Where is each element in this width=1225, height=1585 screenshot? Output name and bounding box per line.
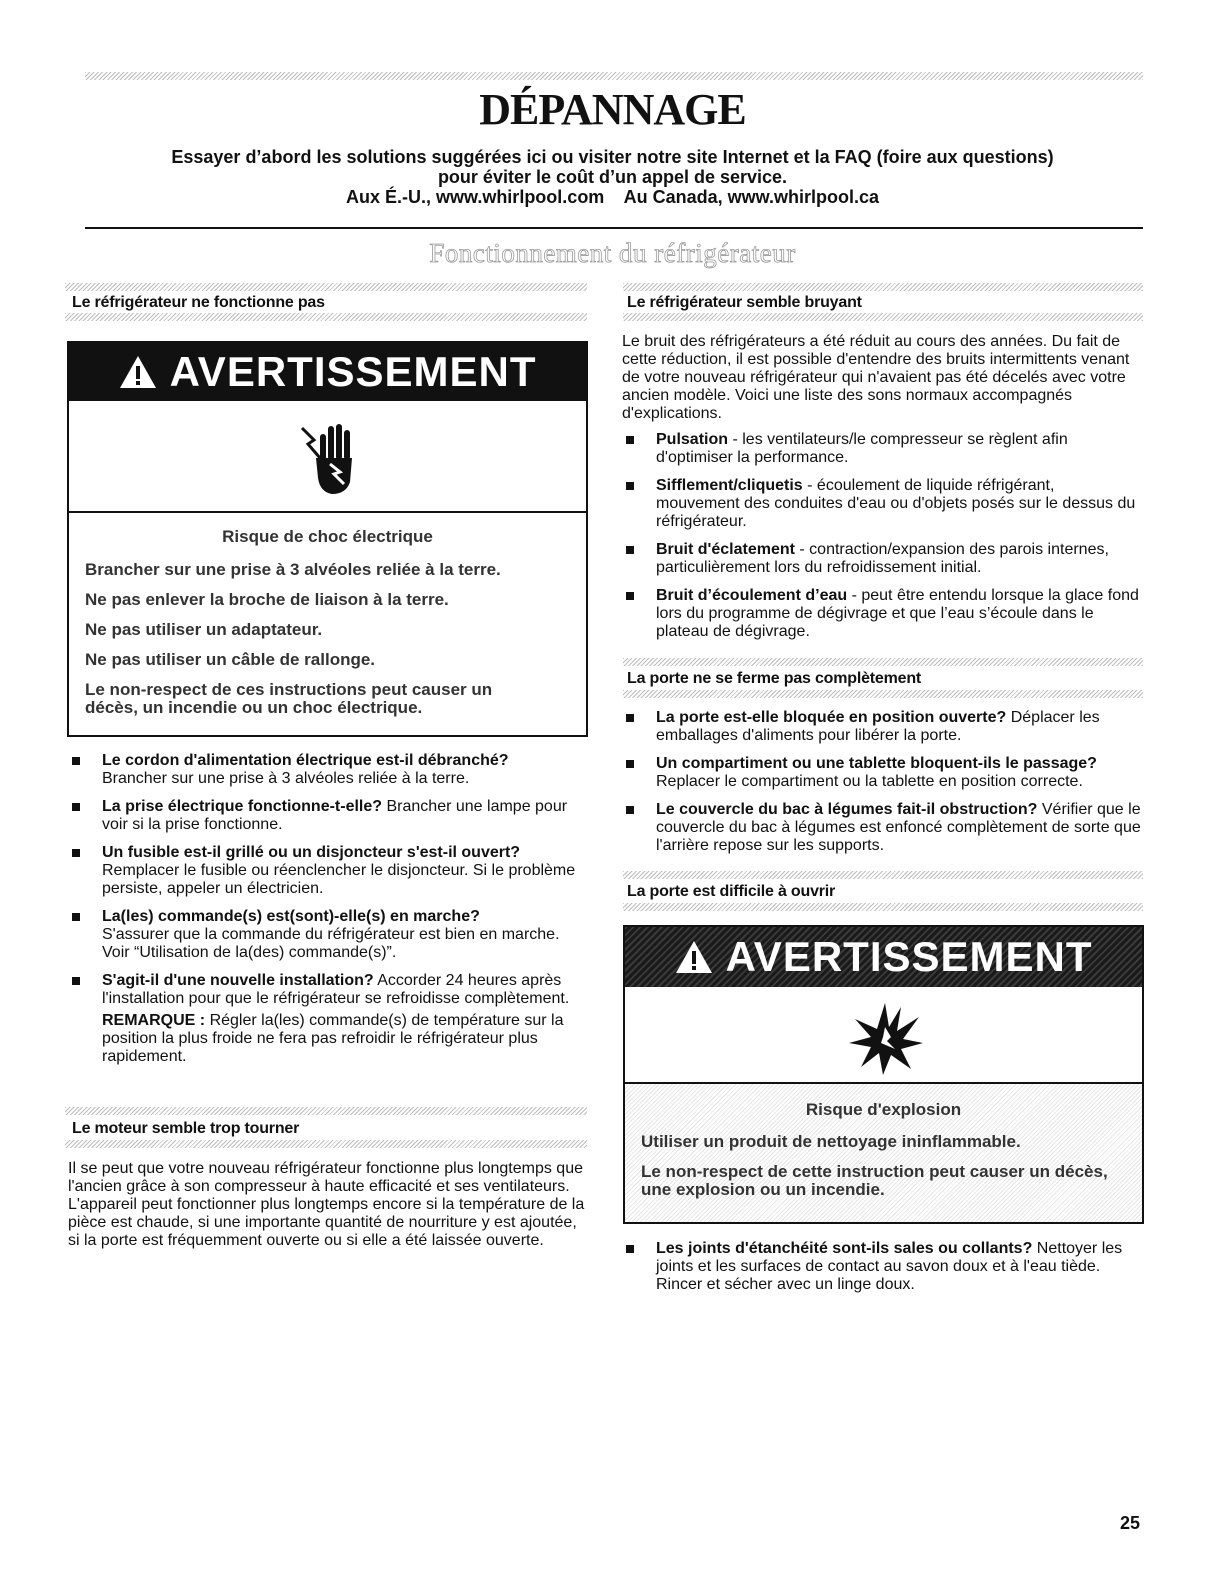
right-subheading-2: La porte ne se ferme pas complètement — [627, 670, 922, 687]
bullet-answer: Accorder 24 heures après l'installation pour que le réfrigérateur se refroidisse complètement. — [102, 972, 570, 1007]
bullet-question: Bruit d'éclatement — [656, 541, 795, 558]
motor-paragraph: Il se peut que votre nouveau réfrigérateur fonctionne plus longtemps que l'ancien grâce à son compresseur à haute efficacité et ses ventilateurs. L'appareil peut fonctionner plus longtemps encore si la température de la pièce est chaude, si une importante quantité de nourriture y est ajoutée, si la porte est fréquemment ouverte ou si elle a été laissée ouverte. — [68, 1160, 585, 1249]
warning-banner-text: AVERTISSEMENT — [725, 933, 1093, 980]
intro-line-2: pour éviter le coût d’un appel de service. — [437, 167, 788, 187]
bullet-answer: - écoulement de liquide réfrigérant, mouvement des conduites d'eau ou d'objets posés sur le dessus du réfrigérateur. — [656, 477, 1136, 530]
bullet-question: Un fusible est-il grillé ou un disjoncteur s'est-il ouvert? — [102, 844, 521, 861]
bullet-question: La prise électrique fonctionne-t-elle? — [102, 798, 383, 815]
left-subheading-1: Le réfrigérateur ne fonctionne pas — [72, 294, 325, 311]
electric-shock-warning-box — [67, 341, 588, 737]
list-item — [68, 844, 580, 898]
bullet-answer: Brancher une lampe pour voir si la prise fonctionne. — [102, 798, 568, 833]
bullet-answer: - contraction/expansion des parois internes, particulièrement lors du refroidissement initial. — [656, 541, 1109, 576]
warning-heading: Risque d'explosion — [805, 1100, 962, 1119]
intro-text — [60, 147, 1165, 207]
bullet-answer: - peut être entendu lorsque la glace fond lors du programme de dégivrage et que l’eau s’écoule dans le plateau de dégivrage. — [656, 587, 1139, 640]
list-item — [68, 752, 580, 788]
page-number: 25 — [1119, 1513, 1140, 1533]
warning-triangle-icon — [118, 348, 169, 395]
bullet-answer: Déplacer les emballages d'aliments pour libérer la porte. — [656, 709, 1100, 744]
bullet-answer: - les ventilateurs/le compresseur se règlent afin d'optimiser la performance. — [656, 431, 1068, 466]
warning-divider — [69, 511, 586, 513]
warning-banner-text: AVERTISSEMENT — [169, 348, 537, 395]
bullet-question: Les joints d'étanchéité sont-ils sales ou collants? — [656, 1240, 1033, 1257]
list-item — [68, 798, 580, 834]
warning-banner — [625, 927, 1142, 987]
bullet-question: Le couvercle du bac à légumes fait-il obstruction? — [656, 801, 1038, 818]
left-hatch-3 — [65, 1107, 587, 1115]
bullet-answer: S'assurer que la commande du réfrigérateur est bien en marche. Voir “Utilisation de la(des) commande(s)”. — [102, 926, 560, 961]
left-hatch-1 — [65, 283, 587, 291]
bullet-question: Bruit d’écoulement d’eau — [656, 587, 848, 604]
electric-shock-hand-icon — [300, 418, 360, 498]
warning-line: Le non-respect de cette instruction peut causer un décès, une explosion ou un incendie. — [641, 1162, 1108, 1199]
list-item — [68, 972, 580, 1008]
seal-bullet — [622, 1240, 1142, 1304]
intro-line-3: Aux É.-U., www.whirlpool.com Au Canada, www.whirlpool.ca — [345, 187, 880, 207]
list-item — [622, 755, 1142, 791]
left-bullets — [68, 752, 580, 1066]
intro-line-1: Essayer d’abord les solutions suggérées ici ou visiter notre site Internet et la FAQ (foire aux questions) — [171, 147, 1054, 167]
bullet-question: Le cordon d'alimentation électrique est-il débranché? — [102, 752, 509, 769]
warning-line: Ne pas utiliser un adaptateur. — [85, 620, 323, 639]
list-item — [622, 541, 1142, 577]
explosion-icon — [845, 997, 925, 1077]
note-paragraph — [68, 1012, 580, 1066]
right-hatch-1 — [623, 283, 1143, 291]
warning-lines — [641, 1133, 1126, 1211]
warning-line: Utiliser un produit de nettoyage ininflammable. — [641, 1132, 1021, 1151]
noise-paragraph: Le bruit des réfrigérateurs a été réduit au cours des années. Du fait de cette réduction, il est possible d'entendre des bruits intermittents venant de votre nouveau réfrigérateur qui n'avaient pas été décelés avec votre ancien modèle. Voici une liste des sons normaux accompagnés d'explications. — [622, 333, 1130, 422]
list-item — [622, 709, 1142, 745]
left-hatch-2 — [65, 313, 587, 321]
right-hatch-6 — [623, 903, 1143, 911]
header-divider — [85, 227, 1143, 229]
bullet-answer: Replacer le compartiment ou la tablette en position correcte. — [656, 773, 1083, 790]
top-hatch-rule — [85, 72, 1143, 80]
right-column-upper — [622, 333, 1142, 651]
list-item — [622, 587, 1142, 641]
door-bullets — [622, 709, 1142, 865]
right-hatch-3 — [623, 658, 1143, 666]
right-hatch-2 — [623, 313, 1143, 321]
right-hatch-4 — [623, 690, 1143, 698]
bullet-question: Pulsation — [656, 431, 729, 448]
list-item — [622, 477, 1142, 531]
list-item — [68, 908, 580, 962]
list-item — [622, 431, 1142, 467]
warning-line: Le non-respect de ces instructions peut causer un décès, un incendie ou un choc électrique. — [85, 680, 493, 717]
note-text: Régler la(les) commande(s) de température sur la position la plus froide ne fera pas refroidir le réfrigérateur plus rapidement. — [102, 1012, 564, 1065]
bullet-question: Sifflement/cliquetis — [656, 477, 803, 494]
bullet-answer: Vérifier que le couvercle du bac à légumes est enfoncé complètement de sorte que l'arrière repose sur les supports. — [656, 801, 1141, 854]
warning-line: Brancher sur une prise à 3 alvéoles reliée à la terre. — [85, 560, 501, 579]
left-hatch-4 — [65, 1140, 587, 1148]
warning-lines — [85, 561, 570, 729]
bullet-answer: Nettoyer les joints et les surfaces de contact au savon doux et à l'eau tiède. Rincer et sécher avec un linge doux. — [656, 1240, 1123, 1293]
note-label: REMARQUE : — [102, 1012, 206, 1029]
bullet-question: La porte est-elle bloquée en position ouverte? — [656, 709, 1007, 726]
right-hatch-5 — [623, 871, 1143, 879]
warning-heading: Risque de choc électrique — [222, 527, 433, 546]
warning-banner — [69, 343, 586, 401]
page-title: DÉPANNAGE — [479, 85, 746, 134]
right-subheading-3: La porte est difficile à ouvrir — [627, 883, 836, 900]
section-title: Fonctionnement du réfrigérateur — [429, 238, 796, 268]
bullet-question: S'agit-il d'une nouvelle installation? — [102, 972, 374, 989]
bullet-question: Un compartiment ou une tablette bloquent-ils le passage? — [656, 755, 1097, 772]
bullet-answer: Brancher sur une prise à 3 alvéoles reliée à la terre. — [102, 770, 470, 787]
bullet-question: La(les) commande(s) est(sont)-elle(s) en marche? — [102, 908, 480, 925]
left-subheading-2: Le moteur semble trop tourner — [72, 1120, 300, 1137]
warning-line: Ne pas utiliser un câble de rallonge. — [85, 650, 376, 669]
list-item — [622, 1240, 1142, 1294]
explosion-warning-box — [623, 925, 1144, 1224]
warning-triangle-icon — [674, 933, 725, 980]
bullet-answer: Remplacer le fusible ou réenclencher le disjoncteur. Si le problème persiste, appeler un électricien. — [102, 862, 576, 897]
warning-line: Ne pas enlever la broche de liaison à la terre. — [85, 590, 449, 609]
right-subheading-1: Le réfrigérateur semble bruyant — [627, 294, 862, 311]
list-item — [622, 801, 1142, 855]
